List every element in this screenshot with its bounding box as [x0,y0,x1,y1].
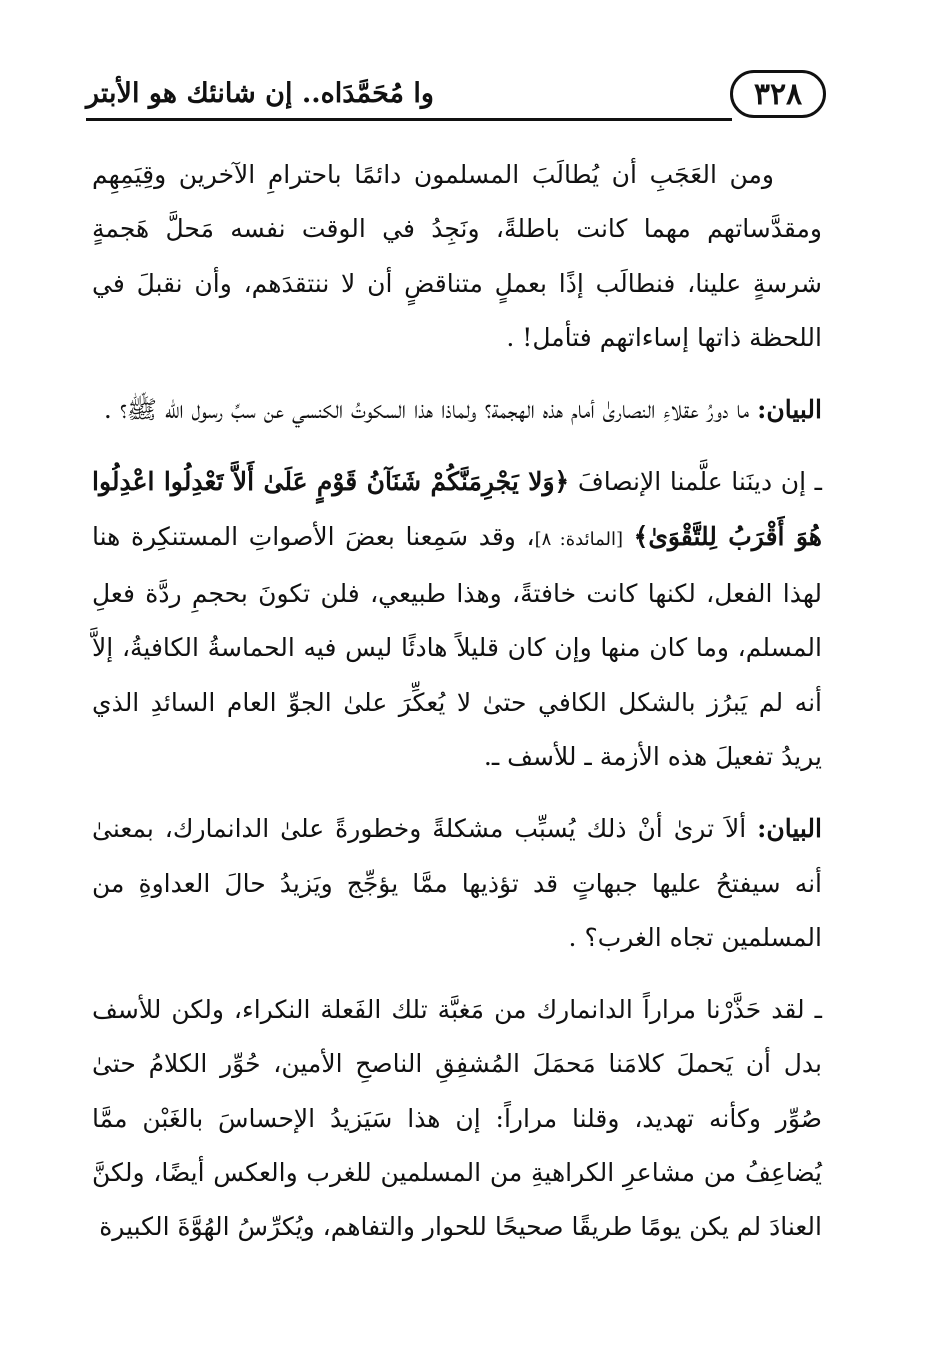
speaker-label: البيان: [757,395,822,425]
speaker-label: البيان: [757,814,822,844]
text-segment: ، وقد سَمِعنا بعضَ الأصواتِ المستنكِرة هنا لهذا الفعل، لكنها كانت خافتةً، وهذا طبيعي، فلن تكونَ بحجمِ ردَّة فعلِ المسلم، وما كان منها وإن كان قليلاً هادئًا ليس فيه الحماسةُ الكافيةُ، إلاَّ أنه لم يَبرُز بالشكل الكافي حتىٰ لا يُعكِّرَ علىٰ الجوِّ العام السائدِ الذي يريدُ تفعيلَ هذه الأزمة ـ للأسف ـ. [92,521,822,771]
paragraph [92,148,822,365]
page-number: ٣٢٨ [730,70,826,118]
page-header [86,64,826,128]
text-segment: ـ لقد حَذَّرْنا مراراً الدانمارك من مَغبَّة تلك الفَعلة النكراء، ولكن للأسف بدل أن يَحملَ كلامَنا مَحمَلَ المُشفِقِ الناصحِ الأمين، حُوِّر الكلامُ حتىٰ صُوِّر وكأنه تهديد، وقلنا مراراً: إن هذا سَيَزيدُ الإحساسَ بالغَبْن ممَّا يُضاعِفُ من مشاعرِ الكراهيةِ من المسلمين للغرب والعكس أيضًا، ولكنَّ العنادَ لم يكن يومًا طريقًا صحيحًا للحوار والتفاهم، ويُكرِّسُ الهُوَّةَ الكبيرة [92,995,822,1242]
paragraph [92,455,822,784]
header-rule [86,118,732,121]
text-segment: ومن العَجَبِ أن يُطالَبَ المسلمون دائمًا باحترامِ الآخرين وقِيَمِهِم ومقدَّساتهم مهما كانت باطلةً، ونَجِدُ في الوقت نفسه مَحلَّ هَجمةٍ شرسةٍ علينا، فنطالَب إذًا بعملٍ متناقضٍ أن لا ننتقدَهم، وأن نقبلَ في اللحظة ذاتها إساءاتهم فتأمل! . [92,160,822,352]
paragraph [92,383,822,437]
verse-reference: [المائدة: ٨] [534,528,624,550]
text-segment: ما دورُ عقلاءِ النصارىٰ أمام هذه الهجمة؟ ولماذا هذا السكوتُ الكنسي عن سبِّ رسول اللّه ﷺ؟ . [103,395,758,425]
body-text [92,148,822,1255]
text-segment: ألاَ ترىٰ أنْ ذلك يُسبِّب مشكلةً وخطورةً علىٰ الدانمارك، بمعنىٰ أنه سيفتحُ عليها جبهاتٍ قد تؤذيها ممَّا يؤجِّج ويَزيدُ حالَ العداوةِ من المسلمين تجاه الغرب؟ . [92,814,822,952]
text-segment: ـ إن دينَنا علَّمنا الإنصافَ [569,467,822,497]
text-segment [623,522,634,551]
running-title: وا مُحَمَّدَاه.. إن شانئك هو الأبتر [86,78,434,109]
paragraph [92,802,822,965]
quran-verse: ﴿وَلا يَجْرِمَنَّكُمْ شَنَآنُ قَوْمٍ عَلَىٰ أَلاَّ تَعْدِلُوا اعْدِلُوا هُوَ أَقْرَبُ لِلتَّقْوَىٰ﴾ [92,467,822,551]
paragraph [92,983,822,1254]
